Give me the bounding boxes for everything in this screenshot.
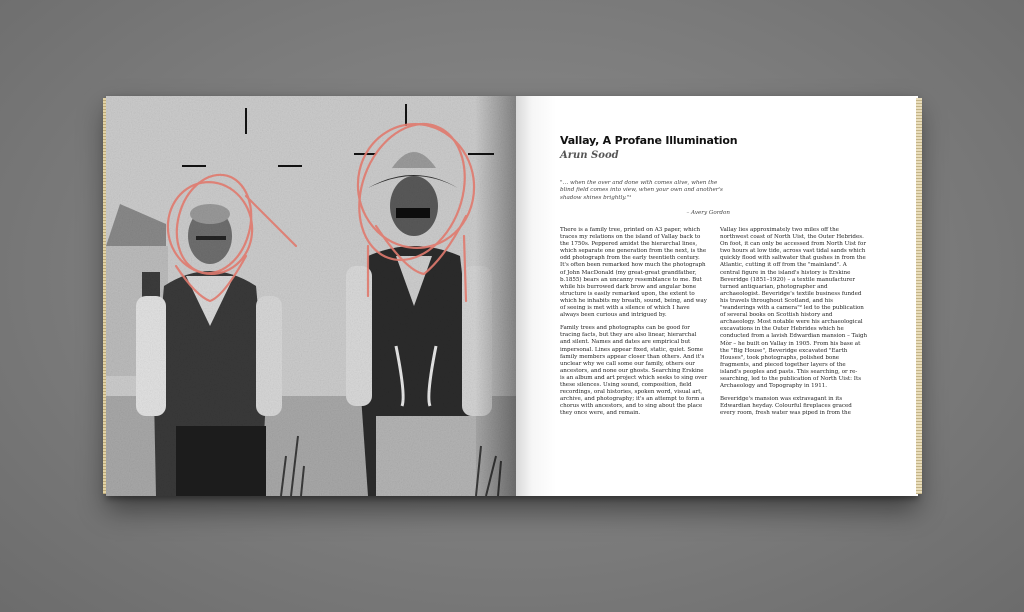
body-paragraph: Beveridge's mansion was extravagant in its Edwardian heyday. Colourful fireplaces graced every room, fresh water was piped in from the — [720, 396, 852, 417]
left-page-photo — [106, 96, 516, 496]
annotated-photograph — [106, 96, 516, 496]
text-column-left — [560, 227, 708, 423]
text-column-right — [720, 227, 868, 423]
article-author: Arun Sood — [560, 150, 619, 161]
right-page-text — [516, 96, 918, 496]
epigraph-quote: "… when the over and done with comes alive, when the blind field comes into view, when your own and another's shadow shines brightly."¹ — [560, 180, 723, 201]
body-paragraph: There is a family tree, printed on A3 paper, which traces my relations on the island of Vallay back to the 1750s. Peppered amidst the hierarchal lines, which separate one generation from the next, is the odd photograph from the early twentieth century. It's often been remarked how much the photograph of John MacDonald (my great-great grandfather, b.1855) bears an uncanny resemblance to me. But while his burrowed dark brow and angular bone structure is easily remarked upon, the extent to which he inhabits my breath, sound, being, and way of seeing is met with a silence of which I have always been curious and intrigued by. — [560, 227, 707, 319]
page-edges-right — [916, 98, 922, 494]
open-book — [106, 96, 918, 496]
body-paragraph: Vallay lies approximately two miles off the northwest coast of North Uist, the Outer Hebrides. On foot, it can only be accessed from North Uist for two hours at low tide, across vast tidal sands which quickly flood with saltwater that gushes in from the Atlantic, cutting it off from the "mainland". A central figure in the island's history is Erskine Beveridge (1851–1920) – a textile manufacturer turned antiquarian, photographer and archaeologist. Beveridge's textile business funded his travels throughout Scotland, and his "wanderings with a camera"² led to the publication of several books on Scottish history and archaeology. Most notable were his archaeological excavations in the Outer Hebrides which he conducted from a lavish Edwardian mansion – Taigh Mòr – he built on Vallay in 1905. From his base at the "Big House", Beveridge excavated "Earth Houses", took photographs, polished bone fragments, and pieced together layers of the island's peoples and pasts. This searching, or re-searching, led to the publication of North Uist: Its Archaeology and Topography in 1911. — [720, 227, 868, 390]
epigraph-credit: – Avery Gordon — [686, 210, 730, 216]
body-paragraph: Family trees and photographs can be good for tracing facts, but they are also linear, hierarchal and silent. Names and dates are empirical but impersonal. Lines appear fixed, static, quiet. Some family members appear closer than others. And it's unclear why we call some our family, others our ancestors, and none our ghosts. Searching Erskine is an album and art project which seeks to sing over these silences. Using sound, composition, field recordings, oral histories, spoken word, visual art, archive, and photography; it's an attempt to form a chorus with ancestors, and to sing about the place they once were, and remain. — [560, 325, 708, 417]
article-title: Vallay, A Profane Illumination — [560, 134, 738, 147]
